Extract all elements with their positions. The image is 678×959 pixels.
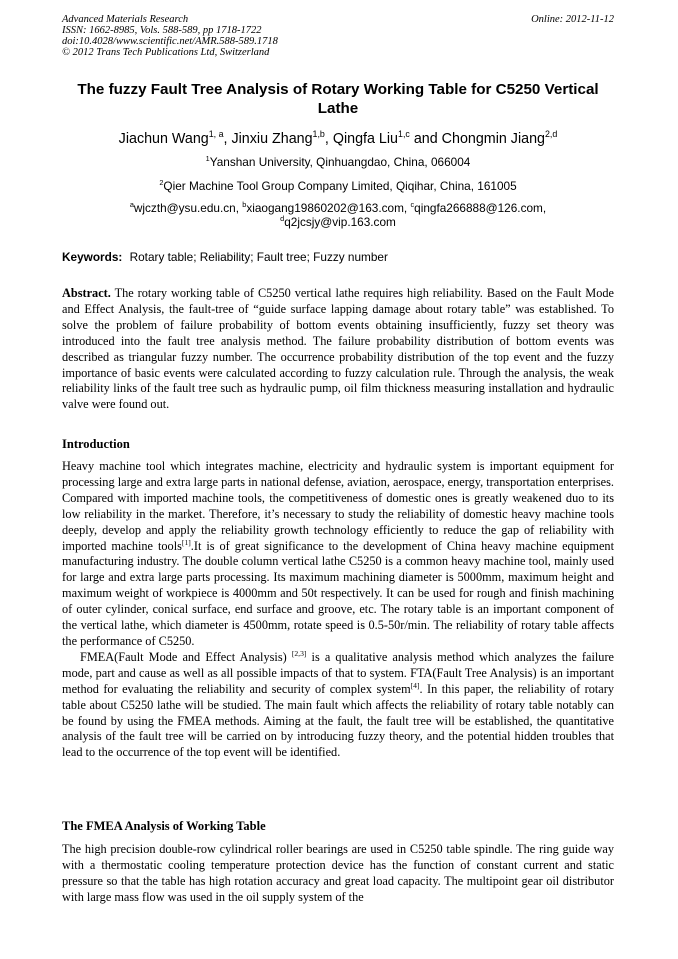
email-address: qingfa266888@126.com, [414, 201, 547, 215]
email-address: wjczth@ysu.edu.cn, [133, 201, 239, 215]
abstract-paragraph [62, 286, 614, 413]
author-conjunction: and [413, 131, 438, 147]
author-name: Jinxiu Zhang [231, 131, 313, 147]
journal-name: Advanced Materials Research [62, 14, 189, 25]
author-name: Qingfa Liu [332, 131, 399, 147]
email-superscript: a [129, 200, 134, 210]
paragraph-text: . In this paper, the reliability of rotary table about C5250 lathe will be studied. The main fault which affects the reliability of rotary table notably can be found by using the FMEA methods. Aiming at the fault, the fault tree will be established, the quantitative analysis of the fault tree will be carried on by introducing fuzzy theory, and the potential hidden troubles that lead to the occurrence of the top event will be identified. [62, 681, 614, 760]
author-name: Jiachun Wang [118, 131, 209, 147]
doi-line: doi:10.4028/www.scientific.net/AMR.588-589.1718 [62, 36, 278, 47]
paragraph-text: Heavy machine tool which integrates machine, electricity and hydraulic system is important equipment for processing large and extra large parts in national defense, aviation, aerospace, energy, transportation enterprises. Compared with imported machine tools, the competitiveness of domestic ones is greatly weakened duo to its low reliability in the market. Therefore, it’s necessary to study the reliability of domestic heavy machine tools deeply, develop and apply the reliability growth technology efficiently to reduce the gap of reliability with imported machine tools [62, 459, 614, 553]
author-superscript: 1, a [208, 129, 224, 140]
keywords-label: Keywords: [62, 250, 123, 264]
keywords-line [62, 250, 614, 265]
journal-header [62, 14, 614, 58]
citation-ref: [1] [181, 537, 191, 547]
fmea-paragraph: The high precision double-row cylindrical roller bearings are used in C5250 table spindle. The ring guide way with a thermostatic cooling temperature protection device has the function of constant current and static pressure so that the table has high rotation accuracy and great load capacity. The multipoint gear oil distributor with large mass flow was used in the oil supply system of the [62, 842, 614, 904]
author-name: Chongmin Jiang [441, 131, 545, 147]
paragraph-text: FMEA(Fault Mode and Effect Analysis) [80, 649, 292, 664]
email-address: q2jcsjy@vip.163.com [284, 215, 396, 229]
email-line-2 [62, 215, 614, 229]
affiliation-text: Qier Machine Tool Group Company Limited, Qiqihar, China, 161005 [163, 179, 517, 193]
citation-ref: [4] [410, 680, 420, 690]
affiliation-superscript: 1 [205, 154, 210, 164]
abstract-text: The rotary working table of C5250 vertical lathe requires high reliability. Based on the Fault Mode and Effect Analysis, the fault-tree of “guide surface lapping damage about rotary table” was established. To solve the problem of failure probability of bottom events obtaining insufficiently, fuzzy set theory was introduced into the fault tree analysis method. The failure probability distribution of bottom events was described as triangular fuzzy number. The occurrence probability distribution of the top event and the fuzzy importance of basic events were calculated according to fuzzy calculation rule. Through the analysis, the weak reliability links of the fault tree such as hydraulic pump, oil film thickness measuring installation and hydraulic valve were found out. [62, 286, 615, 412]
citation-ref: [2,3] [291, 648, 307, 658]
intro-paragraph-2 [62, 650, 614, 761]
email-superscript: d [280, 214, 285, 224]
paper-title: The fuzzy Fault Tree Analysis of Rotary Working Table for C5250 Vertical Lathe [77, 81, 599, 117]
abstract-label: Abstract. [62, 286, 111, 300]
intro-paragraph-1 [62, 459, 614, 650]
affiliation-text: Yanshan University, Qinhuangdao, China, 066004 [209, 155, 471, 169]
affiliation-2 [62, 180, 614, 193]
email-superscript: c [410, 200, 415, 210]
author-superscript: 2,d [545, 129, 558, 140]
email-address: xiaogang19860202@163.com, [246, 201, 408, 215]
fmea-heading: The FMEA Analysis of Working Table [62, 819, 266, 833]
introduction-body [62, 459, 614, 761]
copyright-line: © 2012 Trans Tech Publications Ltd, Switzerland [62, 47, 270, 58]
keywords-text: Rotary table; Reliability; Fault tree; Fuzzy number [129, 250, 388, 264]
online-date: Online: 2012-11-12 [531, 14, 614, 25]
paragraph-text: .It is of great significance to the development of China heavy machine equipment manufacturing industry. The double column vertical lathe C5250 is a common heavy machine tool, mainly used for large and extra large parts processing. Its maximum machining diameter is 5000mm, maximum height and maximum weight of workpiece is 4000mm and 50t respectively. It can be used for rough and finish machining of outer cylinder, conical surface, end surface and groove, etc. The rotary table is an important component of the vertical lathe, which diameter is 4500mm, rotate speed is 0.5-50r/min. The reliability of rotary table affects the performance of C5250. [62, 538, 614, 648]
affiliation-1 [62, 156, 614, 169]
email-block [62, 201, 614, 229]
issn-line: ISSN: 1662-8985, Vols. 588-589, pp 1718-1722 [62, 25, 262, 36]
email-superscript: b [242, 200, 247, 210]
introduction-heading: Introduction [62, 437, 130, 451]
affiliation-superscript: 2 [159, 178, 164, 188]
author-superscript: 1,c [398, 129, 410, 140]
paragraph-text: is a qualitative analysis method which analyzes the failure mode, part and cause as well as all possible impacts of that to system. FTA(Fault Tree Analysis) is an important method for evaluating the reliability and security of complex system [62, 649, 614, 696]
fmea-body [62, 842, 614, 906]
email-line-1 [62, 201, 614, 215]
author-superscript: 1,b [312, 129, 325, 140]
author-list: Jiachun Wang$^{1, a}$, Jinxiu Zhang$^{1,b}$, Qingfa Liu$^{1,c}$ and Chongmin Jiang$^{2,d}$ [118, 129, 558, 147]
